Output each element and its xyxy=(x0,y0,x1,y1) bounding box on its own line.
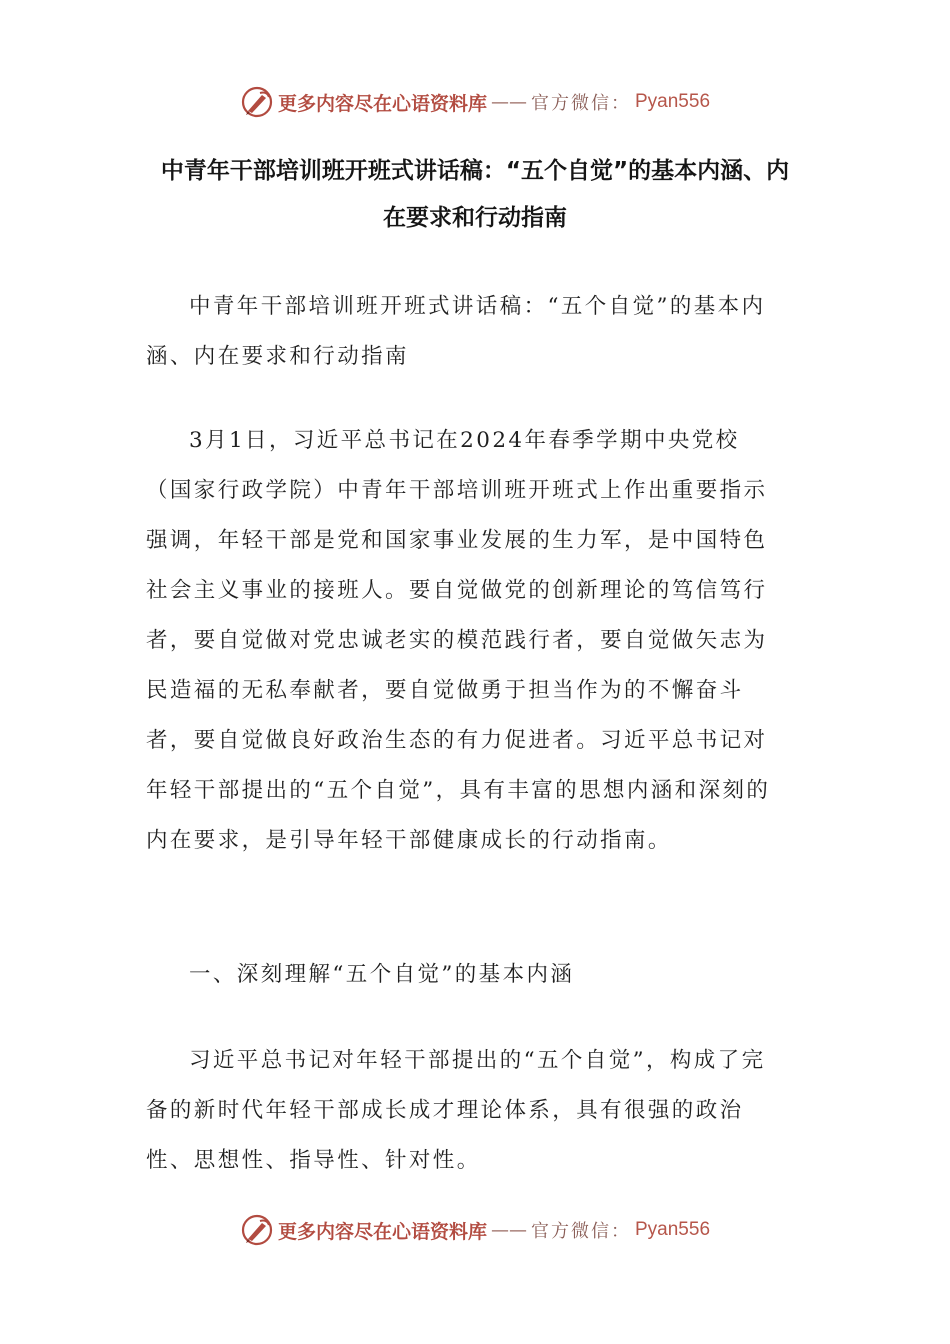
watermark-wechat-label: 官方微信： xyxy=(531,93,631,114)
watermark-wechat-label: 官方微信： xyxy=(531,1221,631,1242)
body-paragraph-intro: 3月1日，习近平总书记在2024年春季学期中央党校（国家行政学院）中青年干部培训班开班式上作出重要指示强调，年轻干部是党和国家事业发展的生力军，是中国特色社会主义事业的接班人。要自觉做党的创新理论的笃信笃行者，要自觉做对党忠诚老实的模范践行者，要自觉做矢志为民造福的无私奉献者，要自觉做勇于担当作为的不懈奋斗者，要自觉做良好政治生态的有力促进者。习近平总书记对年轻干部提出的“五个自觉”，具有丰富的思想内涵和深刻的内在要求，是引导年轻干部健康成长的行动指南。 xyxy=(146,428,771,853)
watermark-wechat-id: Pyan556 xyxy=(635,91,711,112)
pen-logo-icon xyxy=(240,85,274,119)
watermark-brand-text: 更多内容尽在心语资料库 xyxy=(277,92,487,115)
body-paragraph-subtitle: 中青年干部培训班开班式讲话稿：“五个自觉”的基本内涵、内在要求和行动指南 xyxy=(146,294,766,369)
watermark-dash: —— xyxy=(491,1219,527,1241)
footer-watermark-banner xyxy=(0,1210,950,1250)
watermark-wechat-id: Pyan556 xyxy=(635,1219,711,1240)
header-watermark-banner xyxy=(0,82,950,122)
watermark-dash: —— xyxy=(491,91,527,113)
pen-logo-icon xyxy=(240,1213,274,1247)
section-heading-one: 一、深刻理解“五个自觉”的基本内涵 xyxy=(189,962,575,987)
body-paragraph-section-one: 习近平总书记对年轻干部提出的“五个自觉”，构成了完备的新时代年轻干部成长成才理论体系，具有很强的政治性、思想性、指导性、针对性。 xyxy=(146,1048,766,1173)
watermark-brand-text: 更多内容尽在心语资料库 xyxy=(277,1220,487,1243)
document-title: 中青年干部培训班开班式讲话稿：“五个自觉”的基本内涵、内在要求和行动指南 xyxy=(160,158,790,231)
